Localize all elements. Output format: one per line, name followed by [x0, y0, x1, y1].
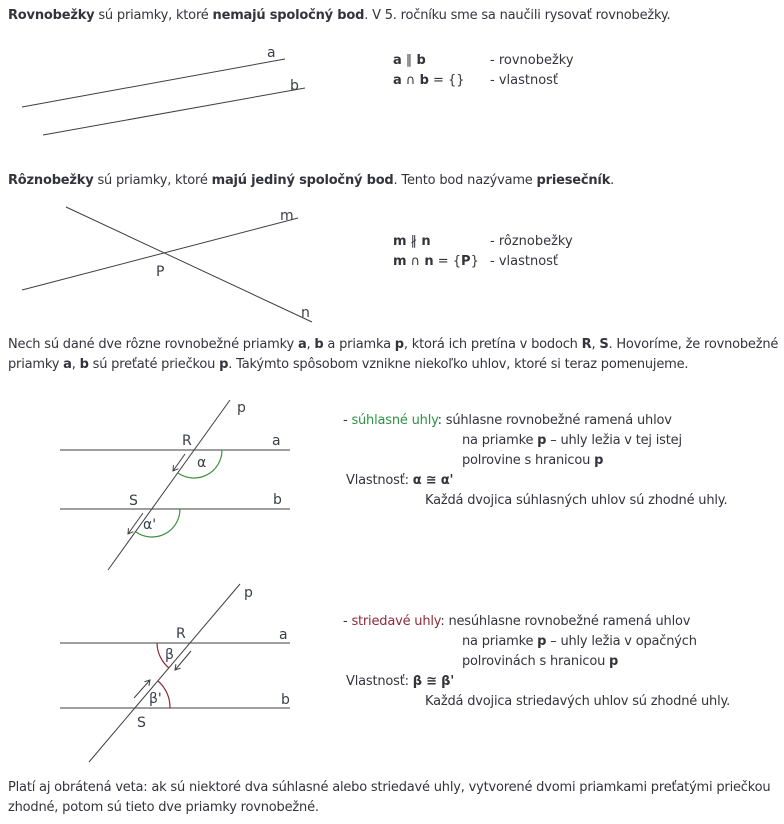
text-segment: = {: [433, 254, 462, 269]
line-a: [22, 59, 285, 107]
text-segment: -: [343, 614, 352, 629]
text-segment: – uhly ležia v tej istej: [546, 433, 682, 448]
text-segment: a: [393, 73, 402, 88]
parallel-notation: [393, 51, 574, 91]
notation-row: [393, 252, 573, 272]
text-segment: a: [393, 53, 402, 68]
note-line: [343, 411, 784, 431]
formula-description: - rôznobežky: [490, 234, 573, 249]
text-segment: = {}: [428, 73, 465, 88]
text-segment: .: [610, 173, 615, 188]
line-a-label: a: [279, 627, 288, 643]
note-line: [462, 451, 784, 471]
line-a-label: a: [272, 433, 281, 449]
text-segment: p: [219, 357, 229, 372]
ray-direction-mark: [173, 454, 185, 471]
text-segment: . Hovoríme, že rovnobežné priamky: [8, 337, 779, 372]
intro-paragraph: [8, 6, 780, 26]
line-b-label: b: [273, 492, 282, 508]
notation-row: [393, 71, 574, 91]
text-segment: , ktorá ich pretína v bodoch: [403, 337, 582, 352]
line-m-label: m: [280, 208, 294, 224]
text-segment: R: [581, 337, 592, 352]
text-segment: ,: [71, 357, 80, 372]
text-segment: m: [393, 234, 407, 249]
text-segment: na priamke: [462, 634, 538, 649]
note-line: [462, 431, 784, 451]
text-segment: Platí aj obrátená veta: ak sú niektoré dva súhlasné alebo striedavé uhly, vytvorené dvomi priamkami preťatými priečkou zhodné, potom sú tieto dve priamky rovnobežné.: [8, 780, 771, 815]
note-line: [425, 491, 784, 511]
text-segment: . Takýmto spôsobom vznikne niekoľko uhlov, ktoré si teraz pomenujeme.: [228, 357, 689, 372]
note-line: [346, 672, 784, 692]
line-a-label: a: [267, 45, 276, 61]
text-segment: priesečník: [536, 173, 611, 188]
corresponding-angles-diagram: [0, 395, 320, 580]
text-segment: na priamke: [462, 433, 538, 448]
text-segment: . Tento bod nazývame: [393, 173, 537, 188]
angle-beta-label: β: [165, 647, 174, 663]
converse-theorem-paragraph: [8, 778, 780, 818]
text-segment: Každá dvojica striedavých uhlov sú zhodné uhly.: [425, 694, 731, 709]
text-segment: ∥: [401, 53, 417, 68]
text-segment: Rôznobežky: [8, 173, 94, 188]
formula: [393, 252, 490, 272]
text-segment: β ≅ β': [412, 674, 455, 689]
point-S-label: S: [137, 715, 146, 731]
text-segment: b: [419, 73, 429, 88]
text-segment: S: [599, 337, 609, 352]
text-segment: m: [393, 254, 407, 269]
alternate-angles-note: [340, 612, 784, 712]
text-segment: P: [461, 254, 471, 269]
text-segment: p: [609, 654, 619, 669]
note-line: [346, 471, 784, 491]
note-line: [425, 692, 784, 712]
text-segment: Nech sú dané dve rôzne rovnobežné priamky: [8, 337, 298, 352]
text-segment: }: [470, 254, 479, 269]
text-segment: a: [63, 357, 72, 372]
note-line: [462, 632, 784, 652]
text-segment: súhlasné uhly: [351, 413, 438, 428]
intersecting-lines-diagram: [0, 195, 330, 330]
text-segment: ∩: [406, 254, 425, 269]
note-line: [462, 652, 784, 672]
text-segment: α ≅ α': [412, 473, 454, 488]
text-segment: p: [394, 337, 404, 352]
formula-description: - vlastnosť: [490, 73, 559, 88]
parallel-lines-diagram: [0, 40, 320, 160]
text-segment: majú jediný spoločný bod: [211, 173, 394, 188]
text-segment: n: [421, 234, 431, 249]
angle-alpha-label: α: [197, 455, 207, 471]
text-segment: sú preťaté priečkou: [88, 357, 220, 372]
text-segment: polrovinách s hranicou: [462, 654, 610, 669]
transversal-p: [108, 400, 230, 570]
text-segment: Vlastnosť:: [346, 473, 413, 488]
text-segment: polrovine s hranicou: [462, 453, 595, 468]
alternate-angles-diagram: [0, 575, 320, 770]
formula: [393, 71, 490, 91]
ray-direction-mark: [175, 651, 191, 670]
notation-row: [393, 232, 573, 252]
text-segment: p: [537, 634, 547, 649]
transversal-p-label: p: [237, 400, 246, 416]
line-b-label: b: [290, 78, 299, 94]
text-segment: ∩: [401, 73, 420, 88]
text-segment: Rovnobežky: [8, 8, 95, 23]
ray-direction-mark: [134, 680, 150, 698]
notation-row: [393, 51, 574, 71]
line-b-label: b: [281, 692, 290, 708]
text-segment: sú priamky, ktoré: [94, 8, 213, 23]
text-segment: a priamka: [323, 337, 395, 352]
note-line: [343, 612, 784, 632]
angle-beta-prime-label: β': [149, 691, 162, 707]
formula: [393, 51, 490, 71]
line-b: [43, 88, 305, 135]
text-segment: a: [297, 337, 307, 352]
text-segment: – uhly ležia v opačných: [546, 634, 697, 649]
angle-alpha-prime-label: α': [143, 517, 157, 533]
text-segment: n: [424, 254, 434, 269]
corresponding-angles-note: [340, 411, 784, 511]
text-segment: -: [343, 413, 352, 428]
text-segment: nemajú spoločný bod: [212, 8, 365, 23]
point-S-label: S: [129, 493, 138, 509]
formula-description: - rovnobežky: [490, 53, 574, 68]
transversal-p-label: p: [244, 585, 253, 601]
text-segment: striedavé uhly: [351, 614, 441, 629]
point-P-label: P: [156, 264, 165, 280]
text-segment: ∦: [406, 234, 422, 249]
intersecting-paragraph: [8, 171, 780, 191]
text-segment: sú priamky, ktoré: [93, 173, 212, 188]
text-segment: Vlastnosť:: [346, 674, 413, 689]
transversal-paragraph: [8, 335, 780, 375]
intersecting-notation: [393, 232, 573, 272]
text-segment: ,: [591, 337, 600, 352]
text-segment: b: [314, 337, 324, 352]
line-n-label: n: [301, 305, 310, 321]
formula-description: - vlastnosť: [490, 254, 559, 269]
transversal-p: [89, 584, 240, 762]
text-segment: p: [594, 453, 604, 468]
text-segment: b: [79, 357, 89, 372]
text-segment: p: [537, 433, 547, 448]
text-segment: : nesúhlasne rovnobežné ramená uhlov: [440, 614, 691, 629]
point-R-label: R: [176, 626, 186, 642]
text-segment: ,: [306, 337, 315, 352]
text-segment: : súhlasne rovnobežné ramená uhlov: [437, 413, 672, 428]
text-segment: . V 5. ročníku sme sa naučili rysovať rovnobežky.: [364, 8, 671, 23]
text-segment: Každá dvojica súhlasných uhlov sú zhodné uhly.: [425, 493, 728, 508]
text-segment: b: [416, 53, 426, 68]
formula: [393, 232, 490, 252]
point-R-label: R: [182, 433, 192, 449]
